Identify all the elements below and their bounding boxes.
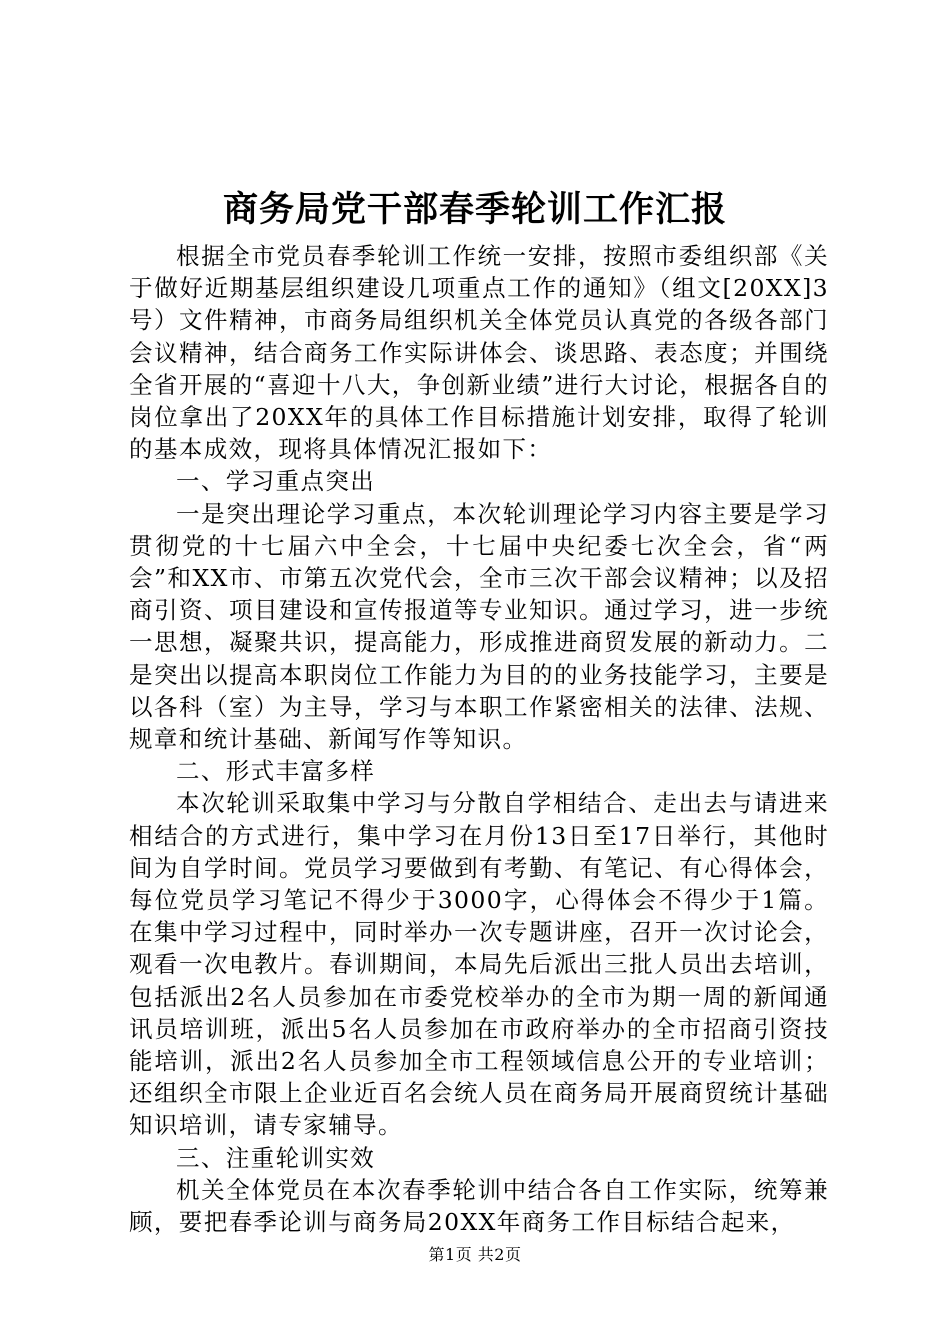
page-number-footer: 第1页 共2页: [428, 1245, 522, 1264]
section-2-paragraph: 本次轮训采取集中学习与分散自学相结合、走出去与请进来相结合的方式进行，集中学习在月份13日至17日举行，其他时间为自学时间。党员学习要做到有考勤、有笔记、有心得体会，每位党员学习笔记不得少于3000字，心得体会不得少于1篇。在集中学习过程中，同时举办一次专题讲座，召开一次讨论会，观看一次电教片。春训期间，本局先后派出三批人员出去培训，包括派出2名人员参加在市委党校举办的全市为期一周的新闻通讯员培训班，派出5名人员参加在市政府举办的全市招商引资技能培训，派出2名人员参加全市工程领域信息公开的专业培训；还组织全市限上企业近百名会统人员在商务局开展商贸统计基础知识培训，请专家辅导。: [129, 789, 829, 1140]
section-heading-3: 三、注重轮训实效: [176, 1143, 376, 1172]
intro-paragraph: 根据全市党员春季轮训工作统一安排，按照市委组织部《关于做好近期基层组织建设几项重点工作的通知》（组文[20XX]3号）文件精神，市商务局组织机关全体党员认真党的各级各部门会议精神，结合商务工作实际讲体会、谈思路、表态度；并围绕全省开展的“喜迎十八大，争创新业绩”进行大讨论，根据各自的岗位拿出了20XX年的具体工作目标措施计划安排，取得了轮训的基本成效，现将具体情况汇报如下：: [129, 242, 829, 464]
section-heading-1: 一、学习重点突出: [176, 467, 376, 496]
section-1-paragraph: 一是突出理论学习重点，本次轮训理论学习内容主要是学习贯彻党的十七届六中全会，十七届中央纪委七次全会，省“两会”和XX市、市第五次党代会，全市三次干部会议精神；以及招商引资、项目建设和宣传报道等专业知识。通过学习，进一步统一思想，凝聚共识，提高能力，形成推进商贸发展的新动力。二是突出以提高本职岗位工作能力为目的的业务技能学习，主要是以各科（室）为主导，学习与本职工作紧密相关的法律、法规、规章和统计基础、新闻写作等知识。: [129, 499, 829, 754]
document-body: [129, 240, 829, 1238]
section-heading-2: 二、形式丰富多样: [176, 757, 376, 786]
document-title: 商务局党干部春季轮训工作汇报: [222, 189, 727, 230]
section-3-paragraph: 机关全体党员在本次春季轮训中结合各自工作实际，统筹兼顾，要把春季论训与商务局20XX年商务工作目标结合起来，: [129, 1175, 829, 1237]
